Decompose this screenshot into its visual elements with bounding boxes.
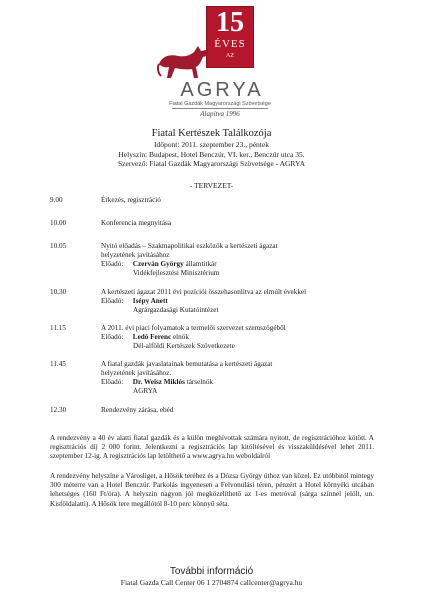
program-time: 10.05 bbox=[50, 242, 67, 250]
program-line: Nyitó előadás – Szakmapolitikai eszközök a kertészeti ágazat bbox=[101, 242, 278, 250]
speaker-name: Dr. Weisz Miklós bbox=[132, 378, 185, 386]
speaker-name: Czerván György bbox=[132, 260, 184, 268]
speaker-organization: AGRYA bbox=[133, 387, 158, 395]
speaker-title: társelnök bbox=[186, 378, 214, 386]
program-time: 11.45 bbox=[50, 360, 66, 368]
speaker-label: Előadó: bbox=[101, 297, 124, 305]
agrya-logo bbox=[0, 0, 423, 120]
program-text: Konferencia megnyitása bbox=[101, 219, 172, 227]
footer bbox=[0, 566, 423, 588]
program-time: 10.00 bbox=[50, 219, 67, 227]
badge-word: ÉVES bbox=[214, 38, 246, 50]
contact-line: Fiatal Gazda Call Center 06 1 2704874 callcenter@agrya.hu bbox=[120, 578, 303, 587]
program-line: helyzetének javításához bbox=[101, 251, 170, 259]
event-title: Fiatal Kertészek Találkozója bbox=[151, 128, 272, 139]
brand-subtitle: Fiatal Gazdák Magyarországi Szövetsége bbox=[169, 101, 271, 107]
program-line: A 2011. évi piaci folyamatok a termelői szervezet szemszögéből bbox=[101, 324, 286, 332]
speaker-organization: Dél-alföldi Kertészek Szövetkezete bbox=[133, 342, 235, 350]
event-date: Időpont: 2011. szeptember 23., péntek bbox=[154, 140, 269, 149]
speaker-title: államtitkár bbox=[185, 260, 217, 268]
venue-paragraph: A rendezvény helyszíne a Városliget, a Hősök teréhez és a Dózsa György úthoz van közel. Ez utóbbitól mintegy 300 méterre van a Hotel Benczúr. Parkolás ingyenesen a Felvonulási téren, pénzért a Hotel környéki utcában lehetséges (160 Ft/óra). A helyszín nagyon jól megközelíthető az 1-es metróval (sárga színnel jelölt, un. Kisföldalatti). A Hősök tere megállótól 8-10 perc könnyű séta. bbox=[50, 472, 374, 508]
event-organizer: Szervező: Fiatal Gazdák Magyarországi Szövetsége - AGRYA bbox=[117, 159, 306, 168]
brand-divider bbox=[172, 108, 268, 109]
speaker-row bbox=[101, 333, 391, 342]
program-time: 9.00 bbox=[50, 196, 63, 204]
more-info-heading: További információ bbox=[169, 566, 254, 577]
speaker-row bbox=[101, 378, 391, 387]
founding-year: Alapítva 1996 bbox=[200, 110, 240, 118]
program-text: Érkezés, regisztráció bbox=[101, 196, 161, 204]
speaker-row bbox=[101, 260, 391, 269]
badge-az: AZ bbox=[226, 53, 234, 59]
speaker-name: Isépy Anett bbox=[132, 297, 168, 305]
registration-paragraph: A rendezvény a 40 év alatti fiatal gazdák és a külön meghívottak számára nyitott, de regisztrációhoz kötött. A regisztrációs díj 2 000 forint. Jelentkezni a regisztrációs lap kitöltésével és visszaküldésével lehet 2011. szeptember 12-ig. A regisztrációs lap letölthető a www.agrya.hu weboldalról bbox=[50, 434, 374, 461]
speaker-title: elnök bbox=[172, 333, 189, 341]
program-line: A fiatal gazdák javaslatainak bemutatása a kertészeti ágazat bbox=[101, 360, 273, 368]
program-time: 12.30 bbox=[50, 406, 67, 414]
badge-number: 15 bbox=[216, 7, 244, 38]
draft-label: - TERVEZET- bbox=[189, 180, 234, 190]
program-time: 11.15 bbox=[50, 324, 66, 332]
brand-name: AGRYA bbox=[180, 79, 264, 101]
program-time: 10.30 bbox=[50, 288, 67, 296]
program-text: Rendezvény zárása, ebéd bbox=[101, 406, 174, 414]
speaker-organization: Vidékfejlesztési Minisztérium bbox=[133, 269, 220, 277]
program-description bbox=[101, 288, 391, 315]
program-description bbox=[101, 360, 391, 396]
horse-icon bbox=[156, 42, 212, 82]
speaker-organization: Agrárgazdasági Kutatóintézet bbox=[133, 306, 219, 314]
anniversary-badge bbox=[206, 6, 254, 68]
program-description bbox=[101, 324, 391, 351]
event-venue: Helyszín: Budapest, Hotel Benczúr, VI. ker., Benczúr utca 35. bbox=[118, 149, 305, 159]
speaker-row bbox=[101, 297, 391, 306]
speaker-name: Ledó Ferenc bbox=[132, 333, 172, 341]
speaker-label: Előadó: bbox=[101, 260, 124, 268]
program-line: helyzetének javításához. bbox=[101, 369, 172, 377]
program-line: A kertészeti ágazat 2011 évi pozíciói összehasonlítva az elmúlt évekkel bbox=[101, 288, 307, 296]
speaker-label: Előadó: bbox=[101, 378, 124, 386]
program-description bbox=[101, 242, 391, 278]
speaker-label: Előadó: bbox=[101, 333, 124, 341]
event-header bbox=[0, 128, 423, 190]
